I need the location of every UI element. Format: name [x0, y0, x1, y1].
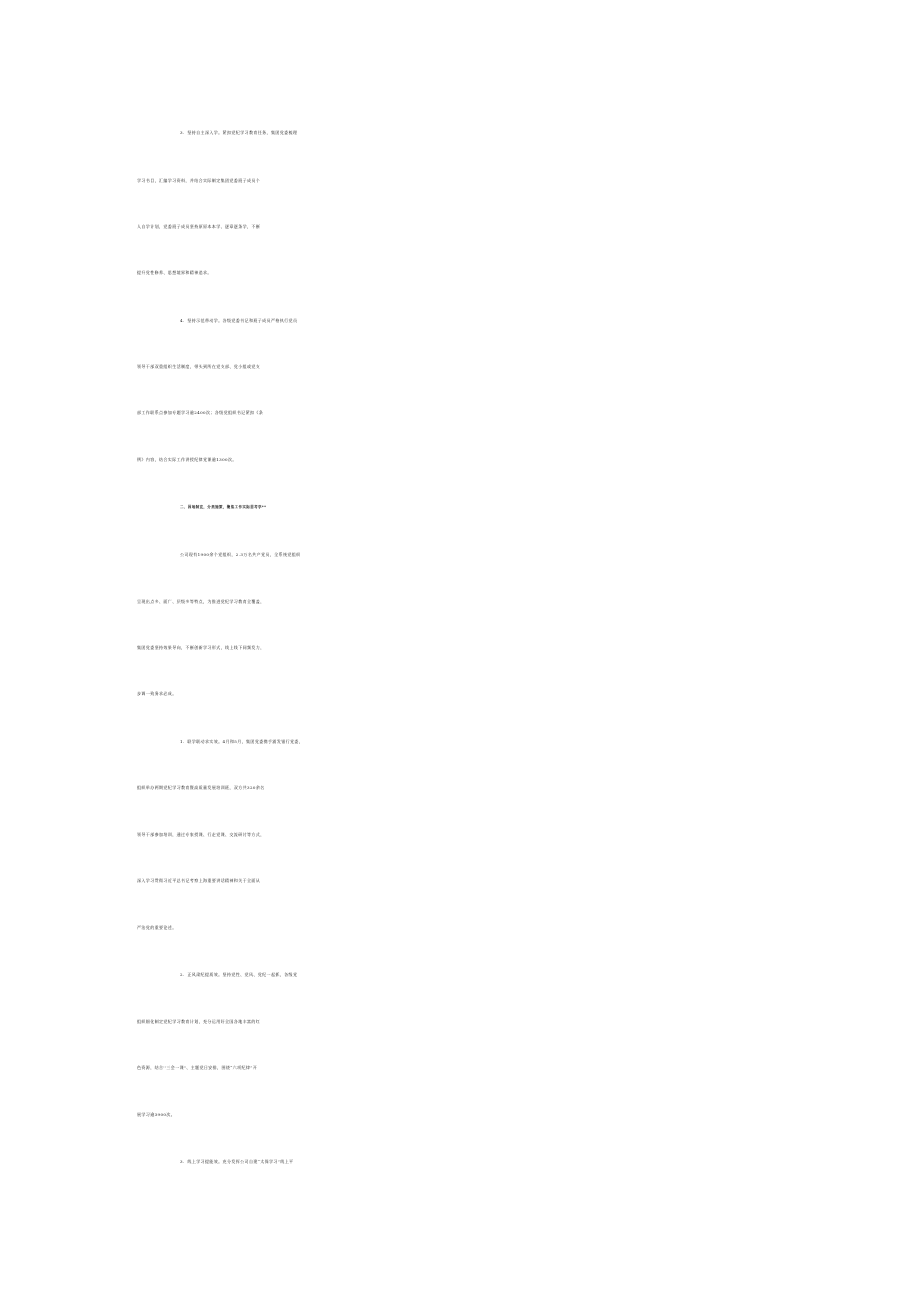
- paragraph-5-line-3: 色资源，结合''三会一课"、主题党日安排，围绕“六项纪律”开: [137, 1065, 258, 1070]
- paragraph-5-line-1: 2．正风肃纪提质效。坚持党性、党风、党纪一起抓，各级党: [180, 972, 298, 977]
- paragraph-6-line-1: 3．线上学习提能效。充分发挥公司自建“太保学习”线上平: [180, 1159, 294, 1164]
- section-heading: 二、因地制宜，分类施策，聚焦工作实际思考学**: [180, 505, 267, 509]
- paragraph-1-line-3: 人自学计划，党委班子成员坚持原原本本学、逐章逐条学，不断: [137, 224, 261, 229]
- paragraph-1-line-2: 学习书目，汇编学习资料，并结合实际制定集团党委班子成员个: [137, 178, 261, 183]
- paragraph-3-line-4: 步调一致务求必成。: [137, 691, 177, 696]
- paragraph-3-line-3: 集团党委坚持效果导向，不断创新学习形式，线上线下同频发力，: [137, 645, 265, 650]
- paragraph-4-line-2: 组织举办两期党纪学习教育暨高质量发展培训班，双方共320余名: [137, 785, 265, 790]
- paragraph-2-line-2: 领导干部双重组织生活制度，带头到所在党支部、党小组或党支: [137, 364, 261, 369]
- paragraph-1-line-4: 提升党性修养、思想境界和精神追求。: [137, 270, 212, 275]
- paragraph-5-line-2: 组织细化制定党纪学习教育计划，充分运用好全国各地丰富的红: [137, 1019, 261, 1024]
- paragraph-3-line-1: 公司现有1900余个党组织，2.3万名共产党员，全系统党组织: [180, 552, 301, 557]
- paragraph-2-line-1: 4．坚持示范带动学。各级党委书记和班子成员严格执行党员: [180, 318, 298, 323]
- paragraph-2-line-4: 例》内容，结合实际工作讲授纪律党课逾1300次。: [137, 457, 237, 462]
- paragraph-1-line-1: 3．坚持自主深入学。紧扣党纪学习教育任务，集团党委梳理: [180, 130, 298, 135]
- paragraph-2-line-3: 部工作联系点参加专题学习逾2400次；各级党组织书记紧扣《条: [137, 410, 264, 415]
- paragraph-4-line-5: 严治党的重要论述。: [137, 925, 177, 930]
- paragraph-4-line-1: 1．联学联动求实效。4月和5月，集团党委携手浦发银行党委，: [180, 739, 304, 744]
- paragraph-4-line-4: 深入学习贯彻习近平总书记考察上海重要讲话精神和关于全面从: [137, 878, 261, 883]
- paragraph-3-line-2: 呈现出点多、面广、层级多等特点，为推进党纪学习教育全覆盖，: [137, 599, 265, 604]
- paragraph-4-line-3: 领导干部参加培训，通过专家授课、行走党课、交流研讨等方式，: [137, 832, 265, 837]
- paragraph-5-line-4: 展学习逾3900次。: [137, 1112, 176, 1117]
